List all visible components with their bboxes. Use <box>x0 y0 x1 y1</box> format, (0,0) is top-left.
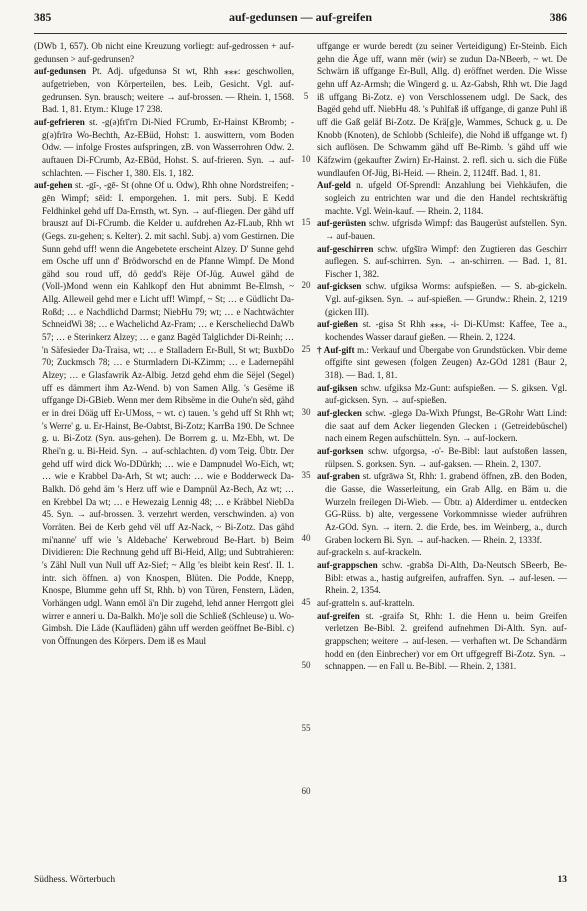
entry-text: st. -g(ə)frī'rn Di-Nied FCrumb, Er-Hainst KBromb; -g(ə)frīrə Wo-Bechth, Az-EBüd, Hohst: 1. auswittern, vom Boden Odw. — infolge Frostes aufspringen, zB. von Wasserrohren Odw. 2. auftauen Di-FCrumb, Az-EBüd, Hohst. S. auf-frieren. Syn. → auf-schlachten. — Fischer 1, 380. Els. 1, 182. <box>42 116 294 178</box>
dictionary-entry <box>317 243 567 281</box>
dictionary-entry <box>317 470 567 546</box>
line-number: 30 <box>301 406 311 417</box>
entry-text: st. -gisə St Rhh ⁎⁎⁎, -i- Di-KUmst: Kaffee, Tee a., kochendes Wasser darauf gießen. — Rhein. 2, 1224. <box>325 319 567 343</box>
dictionary-entry <box>34 65 294 116</box>
line-number: 60 <box>301 786 311 797</box>
dictionary-entry <box>34 116 294 179</box>
page-footer <box>34 875 567 889</box>
header-rule <box>34 33 567 34</box>
entry-headword: auf-gorksen <box>317 446 364 456</box>
entry-headword: auf-gerüsten <box>317 218 366 229</box>
line-number-gutter <box>297 40 315 859</box>
line-number: 35 <box>301 470 311 481</box>
entry-headword: auf-gießen <box>317 319 358 330</box>
dictionary-entry <box>317 217 567 242</box>
entry-headword: auf-gefrieren <box>34 116 85 127</box>
entry-headword: auf-geschirren <box>317 243 374 254</box>
footer-work-title: Südhess. Wörterbuch <box>34 875 116 885</box>
entry-text: schw. ufgšīrə Wimpf: den Zugtieren das Geschirr auflegen. S. auf-schirren. Syn. → an-schirren. — Bad. 1, 81. Fischer 1, 382. <box>325 243 567 279</box>
dictionary-entry <box>317 546 567 559</box>
dictionary-entry <box>317 179 567 217</box>
line-number: 10 <box>301 153 311 164</box>
dictionary-entry <box>34 40 294 65</box>
entry-headword: auf-glecken <box>317 408 362 419</box>
entry-headword: auf-gedunsen <box>34 66 87 77</box>
left-column <box>34 40 294 859</box>
right-column <box>317 40 567 859</box>
entry-text: n. ufgeld Of-Sprendl: Anzahlung bei Viehkäufen, die sogleich zu entrichten war und die den Handel rechtskräftig machte. Vgl. Wein-kauf. — Rhein. 2, 1184. <box>325 180 567 216</box>
dictionary-entry <box>317 445 567 470</box>
dictionary-entry <box>317 407 567 445</box>
entry-text: schw. -grabšə Di-Alth, Da-Neutsch SBeerb, Be-Bibl: etwas a., hastig aufgreifen, aufraffen. Syn. → auf-lesen. — Rhein. 2, 1354. <box>325 559 567 596</box>
running-title: auf-gedunsen — auf-greifen <box>228 10 373 24</box>
entry-text: schw. ufgrisdə Wimpf: das Baugerüst aufstellen. Syn. → auf-bauen. <box>325 218 567 241</box>
dictionary-entry <box>317 318 567 343</box>
page-header <box>34 10 567 30</box>
entry-headword: auf-gicksen <box>317 281 362 292</box>
page-number-left: 385 <box>34 12 52 24</box>
entry-text: uffgange er wurde beredt (zu seiner Verteidigung) Er-Steinb. Eich gehn die Äge uff, wann mër (wir) se zudun Da-NBeerb, ~ wt. De Schwärn iß uffgange Er-Bull, Allg. d) eröffnet werden. Die Wisse gehn uff Az-Armsh; die Wingerd g. u. Az-Gabsh, Rhh wt. Die Jagd iß uffgang Bi-Zotz. e) von Verschlossenem udgl. De Sack, des Bagëd gehd uff. NiebHu 48. 's Puhlfaß iß uffgange, di ganze Puhl iß uff die Gaß geläf Bi-Zotz. De Krä[g]e, Wammes, Schuck g. u. De Knobb (Knoten), de Schlobb (Schleife), die Nohd iß uffgange wt. f) sich auflösen. De Schwamm gähd uff Be-Rimb. 's gähd uff wie Käfzwirn (gekaufter Zwirn) Er-Hainst. 2. refl. sich u. sich die Füße wundlaufen Of-Jüg, Bi-Heid. — Rhein. 2, 1124ff. Bad. 1, 81. <box>317 41 567 178</box>
entry-text: Pt. Adj. ufgedunsə St wt, Rhh ⁎⁎⁎: geschwollen, aufgetrieben, von Körperteilen, bes. Leib, Gesicht. Vgl. auf-gedrunsen. Syn. brausch; weitere → auf-brossen. — Rhein. 1, 1568. Bad. 1, 81. Etym.: Kluge 17 238. <box>42 66 294 115</box>
entry-text: st. ufgrāwə St, Rhh: 1. grabend öffnen, zB. den Boden, die Gasse, die Wasserleitung, ein Grab Allg. en Bäm u. die Wurzeln freilegen Di-Wieb. — Übtr. a) Alderdimer u. entdecken GG-Rüss. b) alte, vergessene Vorkommnisse wieder aufrühren Az-GOd. Syn. → itern. 2. die Erde, bes. im Weinberg, a., durch Graben lockern Bi. Syn. → auf-hacken. — Rhein. 2, 1333f. <box>325 471 567 545</box>
dictionary-entry <box>317 597 567 610</box>
entry-text: st. -graifə St, Rhh: 1. die Henn u. beim Greifen verletzen Be-Bibl. 2. greifend aufnehmen Di-Alth. Syn. auf-grappschen; weitere → auf-lesen. — verhaften wt. De Schandärm hodd en (den Einbrecher) vor em Ort uffgegreff Bi-Zotz. Syn. → schnappen. — en Fall u. Be-Bibl. — Rhein. 2, 1381. <box>325 610 567 672</box>
entry-headword: auf-graben <box>317 471 360 482</box>
entry-text: schw. ufgiksə Mz-Gunt: aufspießen. — S. giksen. Vgl. auf-gicksen. Syn. → auf-spießen. <box>325 382 567 406</box>
line-number: 25 <box>301 343 311 354</box>
dictionary-entry <box>317 382 567 407</box>
entry-text: (DWb 1, 657). Ob nicht eine Kreuzung vorliegt: auf-gedrossen + auf-gedunsen > auf-gedrunsen? <box>34 41 294 64</box>
line-number: 40 <box>301 533 311 544</box>
entry-text: auf-gratteln s. auf-kratteln. <box>317 597 415 608</box>
dictionary-entry <box>317 610 567 673</box>
entry-headword: auf-grappschen <box>317 559 378 570</box>
dictionary-entry <box>317 344 567 382</box>
dictionary-entry <box>34 179 294 647</box>
line-number: 15 <box>301 217 311 228</box>
entry-headword: auf-giksen <box>317 382 358 393</box>
entry-headword: auf-greifen <box>317 610 360 621</box>
entry-text: schw. ufgiksə Worms: aufspießen. — S. ab-gickeln. Vgl. auf-giksen. Syn. → auf-spießen. — Grundw.: Rhein. 2, 1219 (gicken III). <box>325 281 567 317</box>
line-number: 50 <box>301 659 311 670</box>
line-number: 5 <box>303 90 309 101</box>
dictionary-entry <box>317 40 567 179</box>
line-number: 55 <box>301 723 311 734</box>
line-number: 20 <box>301 280 311 291</box>
page-number-right: 386 <box>549 12 567 24</box>
dictionary-entry <box>317 559 567 597</box>
entry-text: schw. ufgorgsə, -o'- Be-Bibl: laut aufstoßen lassen, rülpsen. S. gorksen. Syn. → auf-gaksen. — Rhein. 2, 1307. <box>325 446 567 469</box>
entry-text: schw. -glegə Da-Wixh Pfungst, Be-GRohr Watt Lind: die saat auf dem Acker liegenden Glecken ↓ (Getreidebüschel) nach einem Regen aufschütteln. Syn. → auf-lockern. <box>325 408 567 444</box>
entry-text: auf-grackeln s. auf-krackeln. <box>317 547 422 558</box>
entry-headword: † Auf-gift <box>317 344 355 355</box>
entry-text: m.: Verkauf und Übergabe von Grundstücken. Vbir deme offgifte sint gewesen (folgen Zeugen) Az-GOd 1281 (Baur 2, 318). — Bad. 1, 81. <box>325 344 567 381</box>
entry-headword: auf-gehen <box>34 180 73 191</box>
dictionary-entry <box>317 280 567 318</box>
entry-headword: Auf-geld <box>317 180 351 191</box>
signature-mark: 13 <box>557 875 567 885</box>
line-number: 45 <box>301 596 311 607</box>
entry-text: st. -gī-, -gē- St (ohne Of u. Odw), Rhh ohne Nordstreifen; -gēn Wimpf; sēid: I. emporgehen. 1. mit pers. Subj. E Kedd Feldhinkel gehd uff Da-Ernsth, wt. Syn. → auf-fliegen. Der gähd uff brauszt auf Di-FCrumb. die Kelder u. aufdrehen Az-FLaub, Rhh wt (Gegs. zu-gehen; s. Kelter). 2. mit sachl. Subj. a) vom Gestirnen. Die Sunn gehd uff! wenn die Angebetete erscheint Alzey. D' Sunne gehd em Osche uff unn d' Brödworschd en de Pfanne Wimpf. De Mond gähd sou roud uff, dö gedd's Rëje Of-Jüg. Auwel gähd de (Voll-)Mond wenn ein Kahlkopf den Hut abnimmt Be-Elmsh, ~ Allg. Alleweil gehd mer e Licht uff! Wimpf, ~ St; … e Güdlicht Da-Roßd; … e Nachdlichd Darmst; NiebHu 79; wt; … e Nachtwächter SchneidWi 38; … e Wachelichd Az-Fram; … e Kerscheliechd DaWb 57; … e Sterinkerz Alzey; … e ganz Bagëd Talglichder Di-Reinh; … 'n Säfesieder Da-Traisa, wt; … e Stalladern Er-Bull, St wt; BuxbDo 70; Zuckmsch 78; … e Sturmladern Di-KZimm; … e Ladernepähl Alzey; … e Glasfawrik Az-Albig. Jetzd gehd ehm die Sëjel (Segel) uff es dämmert ihm Az-Wend. b) von Samen Allg. 's Gesëme iß uffgange Di-GBieb. Wenn mer dem Ribsëme in die Ouhe'n sëd, gähd er in drei Döäg uff Er-UMoss, ~ wt. c) tauen. 's gehd uff St Rhh wt; 's Werre' g. u. Er-Hainst, Be-Oabtst, Bi-Zotz; KarrBa 190. De Schnee g. u. Bi-Zotz (Syn. aus-gehen). De Borrem g. u. Mz-Ebh, wt. De Rhei'n g. u. Bi-Heid. Syn. → auf-schlachten. d) vom Teig. Übtr. Der gehd uff wird dick Wo-DDürkh; … wie e Dampnudel Wo-Eich, wt; … wie e Krabbel Da-Arh, St wt; auch: … wie e Bodderweck Da-Balkh. Dö gehd äm 's Herz uff wie e Dampnül Az-Bech, Az wt; … en Krebbel Da wt; … e Hewezaig Lennig 48; … e Kräbbel NiebDa 45. Syn. → auf-brossen. 3. verzehrt werden, verschwinden. a) von Vorräten. Bei de Kerb gehd vël uff Az-Nack, ~ Bi-Zotz. Das gähd mi'nanne' uff wie 's Aldebache' Kerwebroud Be-Hart. b) Beim Dividieren: Die Rechnung gehd uff Bi-Heid, Allg; und Subtrahieren: 's Zähl Null vun Null uff Az-Sief; ~ Allg 'es bleibt kein Rest'. II. 1. intr. sich öffnen. a) von Knospen, Blüten. Die Podde, Knepp, Knospe, Blumme gehn uff St, Rhh. b) von Türen, Fenstern, Läden, Vorhängen udgl. Wann emōl ä'n Dir zugehd, lehd anner Herrgott glei wirrer e anneri u. Da-Balkh. Mo'je soll die Schließ (Schleuse) u. Wo-Gimbsh. Die Läde (Kaufläden) gähn uff werden geöffnet Be-Bibl. c) von Öffnungen des Körpers. Dem iß es Maul <box>42 180 294 646</box>
